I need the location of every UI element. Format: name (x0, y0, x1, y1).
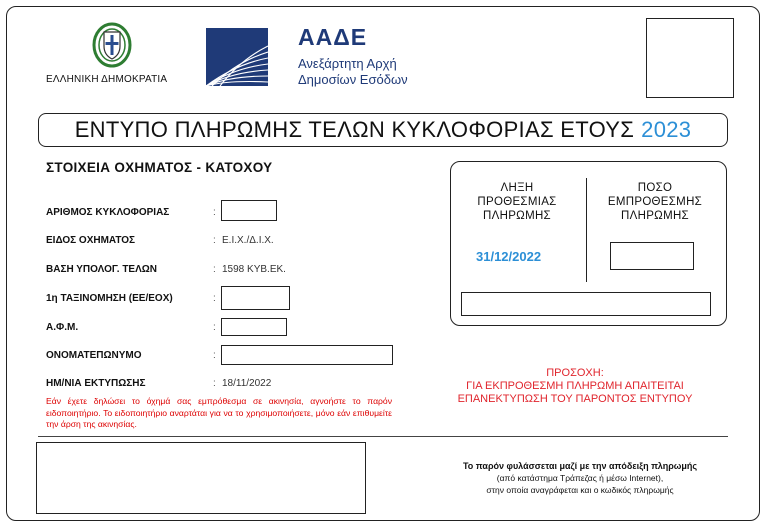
warning-line3: ΕΠΑΝΕΚΤΥΠΩΣΗ ΤΟΥ ΠΑΡΟΝΤΟΣ ΕΝΤΥΠΟΥ (457, 393, 693, 405)
vehicle-type-label: ΕΙΔΟΣ ΟΧΗΜΑΤΟΣ (46, 235, 136, 246)
afm-field (221, 318, 287, 336)
immobilization-note: Εάν έχετε δηλώσει το όχημά σας εμπρόθεσμα σε ακινησία, αγνοήστε το παρόν ειδοποιητήριο. Το ειδοποιητήριο αναρτάται για να το χρησιμοποιήσετε, μόνο εάν επιθυμείτε την άρση της ακινησίας. (46, 396, 392, 429)
form-title: ΕΝΤΥΠΟ ΠΛΗΡΩΜΗΣ ΤΕΛΩΝ ΚΥΚΛΟΦΟΡΙΑΣ ΕΤΟΥΣ (74, 117, 635, 142)
amount-heading (596, 181, 714, 223)
form-title-box (38, 113, 728, 147)
vehicle-type-colon: : (213, 235, 216, 246)
barcode-box (646, 18, 734, 98)
amount-heading-line1: ΠΟΣΟ (637, 182, 673, 194)
afm-colon: : (213, 322, 216, 333)
amount-field (610, 242, 694, 270)
warning-line1: ΠΡΟΣΟΧΗ: (546, 367, 604, 379)
payment-box-divider (586, 178, 587, 282)
tax-basis-value: 1598 ΚΥΒ.ΕΚ. (222, 264, 286, 275)
afm-label: Α.Φ.Μ. (46, 322, 79, 333)
registration-number-colon: : (213, 207, 216, 218)
first-registration-colon: : (213, 293, 216, 304)
first-registration-label: 1η ΤΑΞΙΝΟΜΗΣΗ (ΕΕ/ΕΟΧ) (46, 293, 173, 304)
keep-notice-line2: (από κατάστημα Τράπεζας ή μέσω Internet), (496, 473, 664, 483)
deadline-date: 31/12/2022 (476, 249, 542, 264)
bottom-redacted-box (36, 442, 366, 514)
vehicle-type-value: Ε.Ι.Χ./Δ.Ι.Χ. (222, 235, 274, 246)
owner-name-colon: : (213, 350, 216, 361)
owner-name-label: ΟΝΟΜΑΤΕΠΩΝΥΜΟ (46, 350, 142, 361)
aade-subtitle-line1: Ανεξάρτητη Αρχή (298, 56, 397, 71)
warning-line2: ΓΙΑ ΕΚΠΡΟΘΕΣΜΗ ΠΛΗΡΩΜΗ ΑΠΑΙΤΕΙΤΑΙ (466, 380, 684, 392)
payment-code-field (461, 292, 711, 316)
government-label: ΕΛΛΗΝΙΚΗ ΔΗΜΟΚΡΑΤΙΑ (46, 74, 168, 85)
tax-basis-colon: : (213, 264, 216, 275)
owner-name-field (221, 345, 393, 365)
print-date-value: 18/11/2022 (222, 378, 272, 389)
registration-number-field (221, 200, 277, 221)
form-year: 2023 (641, 117, 692, 142)
deadline-heading (462, 181, 572, 223)
deadline-heading-line3: ΠΛΗΡΩΜΗΣ (483, 210, 551, 222)
footer-divider (38, 436, 728, 437)
keep-notice-line1: Το παρόν φυλάσσεται μαζί με την απόδειξη πληρωμής (462, 461, 698, 471)
deadline-heading-line1: ΛΗΞΗ (500, 182, 534, 194)
keep-notice-line3: στην οποία αναγράφεται και ο κωδικός πληρωμής (486, 485, 674, 495)
print-date-label: ΗΜ/ΝΙΑ ΕΚΤΥΠΩΣΗΣ (46, 378, 146, 389)
amount-heading-line3: ΠΛΗΡΩΜΗΣ (621, 210, 689, 222)
first-registration-field (221, 286, 290, 310)
amount-heading-line2: ΕΜΠΡΟΘΕΣΜΗΣ (607, 196, 703, 208)
aade-logo-icon (206, 28, 268, 86)
deadline-heading-line2: ΠΡΟΘΕΣΜΙΑΣ (477, 196, 557, 208)
greek-emblem-icon (92, 22, 132, 68)
aade-title: ΑΑΔΕ (298, 24, 368, 50)
registration-number-label: ΑΡΙΘΜΟΣ ΚΥΚΛΟΦΟΡΙΑΣ (46, 207, 170, 218)
vehicle-section-title: ΣΤΟΙΧΕΙΑ ΟΧΗΜΑΤΟΣ - ΚΑΤΟΧΟΥ (46, 160, 273, 175)
late-payment-warning (420, 367, 730, 406)
tax-basis-label: ΒΑΣΗ ΥΠΟΛΟΓ. ΤΕΛΩΝ (46, 264, 158, 275)
print-date-colon: : (213, 378, 216, 389)
aade-subtitle-line2: Δημοσίων Εσόδων (298, 72, 408, 87)
